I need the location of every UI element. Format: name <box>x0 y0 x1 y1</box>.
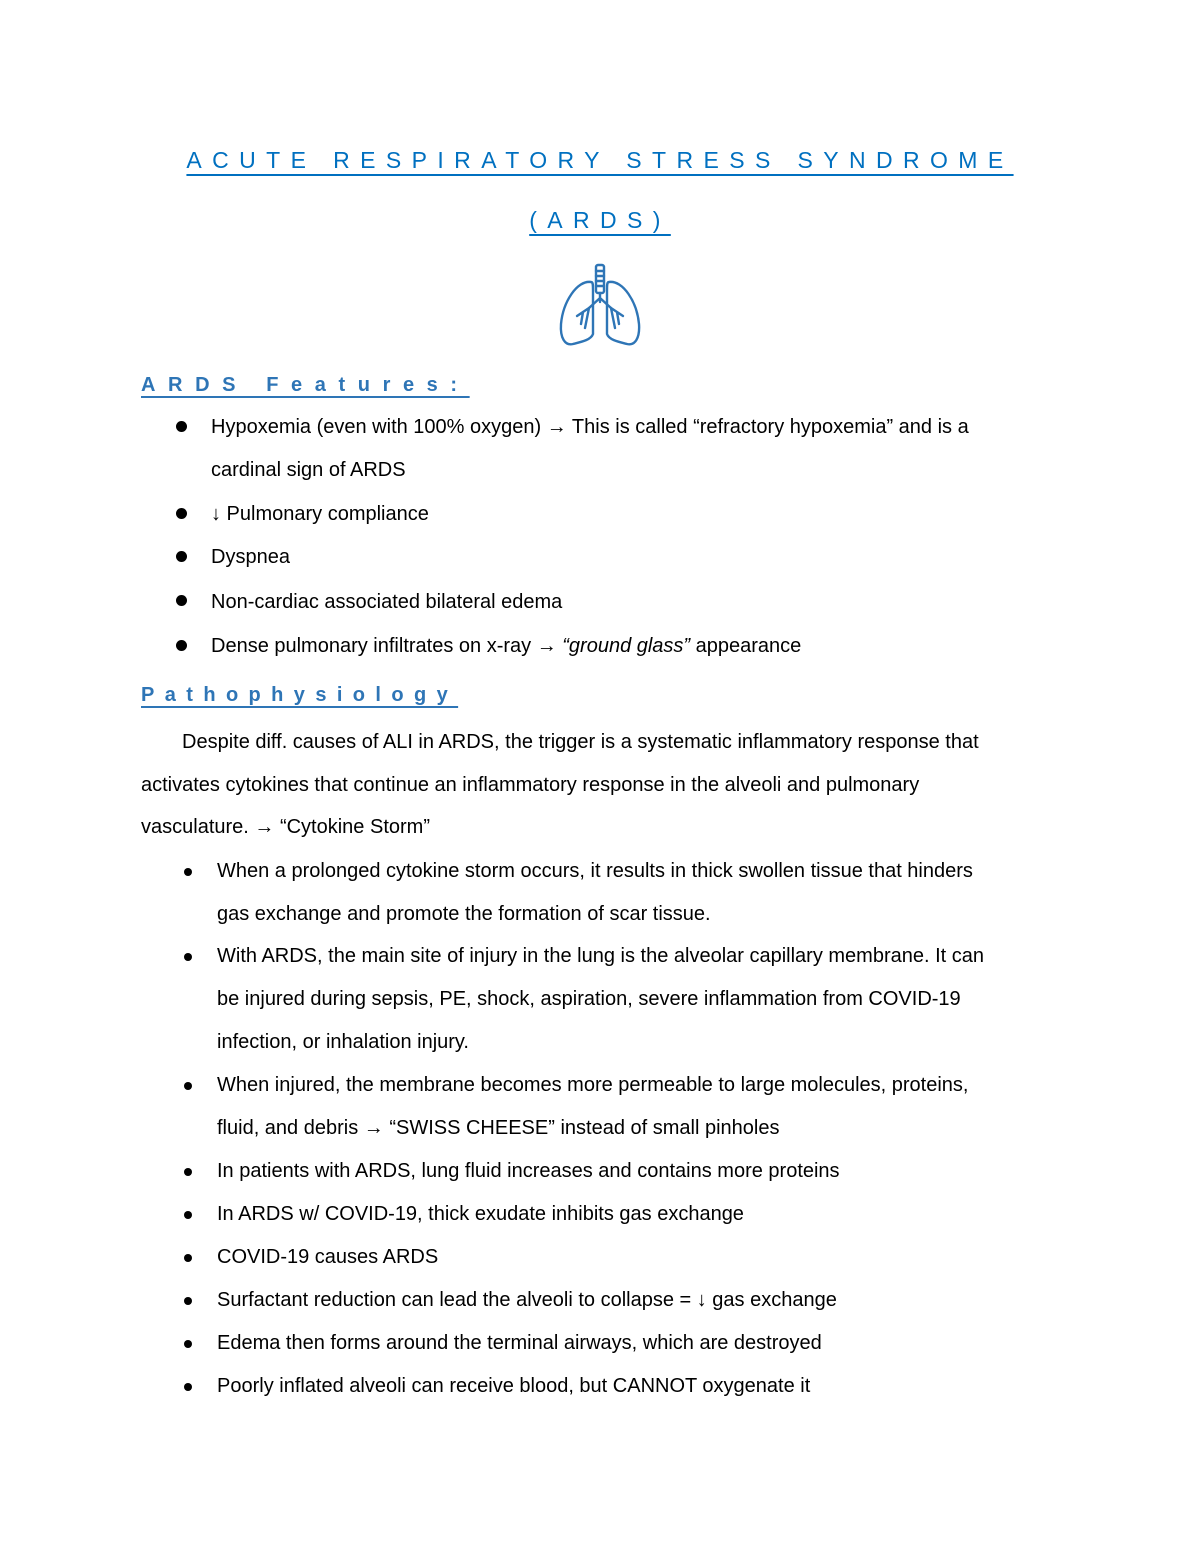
list-item: ↓ Pulmonary compliance <box>211 503 429 525</box>
bullet-dot <box>176 508 187 519</box>
bullet-dot <box>184 1383 192 1391</box>
bullet-dot <box>176 640 187 651</box>
list-item: Hypoxemia (even with 100% oxygen) → This is called “refractory hypoxemia” and is a <box>211 416 969 438</box>
list-item: When a prolonged cytokine storm occurs, it results in thick swollen tissue that hinders <box>217 860 973 882</box>
list-item-text: appearance <box>690 635 802 657</box>
document-title-line-1: ACUTE RESPIRATORY STRESS SYNDROME <box>186 147 1014 173</box>
list-item-continuation: be injured during sepsis, PE, shock, aspiration, severe inflammation from COVID-19 <box>217 988 961 1010</box>
features-heading: ARDS Features: <box>141 374 470 396</box>
list-item-continuation: gas exchange and promote the formation of scar tissue. <box>217 903 711 925</box>
list-item-continuation: cardinal sign of ARDS <box>211 459 406 481</box>
list-item: COVID-19 causes ARDS <box>217 1246 439 1268</box>
list-item-continuation: fluid, and debris → “SWISS CHEESE” instead of small pinholes <box>217 1117 780 1139</box>
bullet-dot <box>176 421 187 432</box>
list-item: With ARDS, the main site of injury in the lung is the alveolar capillary membrane. It can <box>217 945 985 967</box>
list-item: Poorly inflated alveoli can receive blood, but CANNOT oxygenate it <box>217 1375 811 1397</box>
bullet-dot <box>184 868 192 876</box>
paragraph-line: activates cytokines that continue an inflammatory response in the alveoli and pulmonary <box>141 774 920 796</box>
list-item: In patients with ARDS, lung fluid increases and contains more proteins <box>217 1160 840 1182</box>
list-item: Non-cardiac associated bilateral edema <box>211 591 563 613</box>
bullet-dot <box>184 953 192 961</box>
bullet-dot <box>184 1340 192 1348</box>
list-item-emphasis: “ground glass” <box>562 635 691 657</box>
list-item: When injured, the membrane becomes more permeable to large molecules, proteins, <box>217 1074 969 1096</box>
list-item <box>211 636 801 657</box>
bullet-dot <box>184 1211 192 1219</box>
pathophysiology-heading: Pathophysiology <box>141 684 459 706</box>
list-item: Dyspnea <box>211 546 290 568</box>
list-item: Edema then forms around the terminal airways, which are destroyed <box>217 1332 822 1354</box>
bullet-dot <box>176 595 187 606</box>
list-item-text: Dense pulmonary infiltrates on x-ray → <box>211 635 563 657</box>
bullet-dot <box>184 1082 192 1090</box>
bullet-dot <box>184 1168 192 1176</box>
lungs-icon <box>555 262 645 350</box>
bullet-dot <box>184 1254 192 1262</box>
bullet-dot <box>184 1297 192 1305</box>
list-item: In ARDS w/ COVID-19, thick exudate inhibits gas exchange <box>217 1203 744 1225</box>
document-title-line-2: (ARDS) <box>529 207 671 233</box>
paragraph-line: Despite diff. causes of ALI in ARDS, the trigger is a systematic inflammatory response that <box>182 731 979 753</box>
list-item-continuation: infection, or inhalation injury. <box>217 1031 469 1053</box>
paragraph-line: vasculature. → “Cytokine Storm” <box>141 816 430 838</box>
list-item: Surfactant reduction can lead the alveoli to collapse = ↓ gas exchange <box>217 1289 837 1311</box>
bullet-dot <box>176 551 187 562</box>
